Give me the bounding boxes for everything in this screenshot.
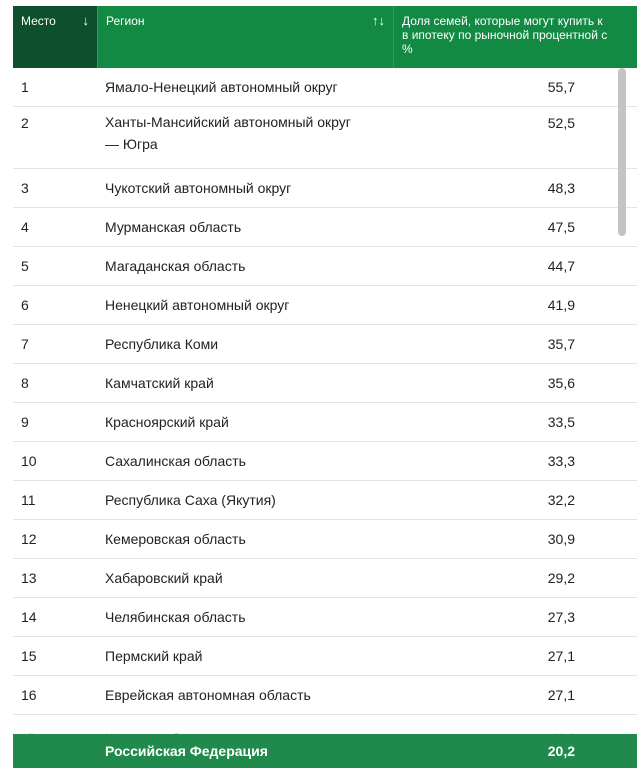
row-region: Республика Саха (Якутия) xyxy=(105,492,276,508)
row-value: 52,5 xyxy=(547,115,575,131)
header-share-line3: % xyxy=(402,42,413,56)
footer-place xyxy=(13,734,97,768)
row-region: Пермский край xyxy=(105,648,203,664)
row-value: 33,5 xyxy=(547,414,575,430)
row-place: 12 xyxy=(21,531,37,547)
scrollbar-thumb[interactable] xyxy=(618,68,626,236)
row-value: 27,1 xyxy=(547,648,575,664)
table-row xyxy=(13,481,637,520)
row-region: Чукотский автономный округ xyxy=(105,180,292,196)
table-row xyxy=(13,68,637,107)
table-row xyxy=(13,364,637,403)
row-place: 4 xyxy=(21,219,29,235)
row-value: 55,7 xyxy=(547,79,575,95)
row-region: Кемеровская область xyxy=(105,531,246,547)
table-row xyxy=(13,107,637,169)
row-place: 1 xyxy=(21,79,29,95)
table-row xyxy=(13,637,637,676)
row-place: 14 xyxy=(21,609,37,625)
table-footer-total xyxy=(13,734,637,768)
header-region[interactable] xyxy=(97,6,393,68)
row-value: 41,9 xyxy=(547,297,575,313)
table-row xyxy=(13,403,637,442)
row-value: 35,7 xyxy=(547,336,575,352)
row-place: 3 xyxy=(21,180,29,196)
row-region: Еврейская автономная область xyxy=(105,687,311,703)
row-value: 35,6 xyxy=(547,375,575,391)
row-place: 2 xyxy=(21,115,29,131)
header-place-label: Место xyxy=(21,14,56,28)
footer-region: Российская Федерация xyxy=(105,743,268,759)
row-place: 5 xyxy=(21,258,29,274)
row-region: Ненецкий автономный округ xyxy=(105,297,290,313)
row-value: 27,1 xyxy=(547,687,575,703)
row-value: 27,3 xyxy=(547,609,575,625)
scrollbar[interactable] xyxy=(618,68,626,708)
row-place: 7 xyxy=(21,336,29,352)
row-region: Камчатский край xyxy=(105,375,214,391)
sort-toggle-icon[interactable]: ↑↓ xyxy=(372,13,385,28)
row-value: 47,5 xyxy=(547,219,575,235)
row-region: Магаданская область xyxy=(105,258,246,274)
table-row xyxy=(13,598,637,637)
row-region: Сахалинская область xyxy=(105,453,246,469)
table-header xyxy=(13,6,637,68)
row-place: 16 xyxy=(21,687,37,703)
table-row xyxy=(13,286,637,325)
header-region-label: Регион xyxy=(106,14,145,28)
table-row xyxy=(13,676,637,715)
table-row xyxy=(13,247,637,286)
row-region xyxy=(97,107,393,168)
row-place: 10 xyxy=(21,453,37,469)
row-place: 8 xyxy=(21,375,29,391)
row-region: Ямало-Ненецкий автономный округ xyxy=(105,79,338,95)
table-row xyxy=(13,442,637,481)
row-value: 33,3 xyxy=(547,453,575,469)
table-row xyxy=(13,169,637,208)
footer-value: 20,2 xyxy=(547,743,575,759)
row-region-line2: — Югра xyxy=(105,136,158,152)
row-place: 6 xyxy=(21,297,29,313)
table-row xyxy=(13,520,637,559)
row-region: Челябинская область xyxy=(105,609,246,625)
row-place: 15 xyxy=(21,648,37,664)
row-region: Красноярский край xyxy=(105,414,229,430)
row-value: 32,2 xyxy=(547,492,575,508)
table-row xyxy=(13,208,637,247)
header-share-line1: Доля семей, которые могут купить к xyxy=(402,14,603,28)
sort-desc-icon[interactable]: ↓ xyxy=(82,13,89,28)
table-body xyxy=(13,68,637,745)
header-share[interactable] xyxy=(393,6,637,68)
header-place[interactable] xyxy=(13,6,97,68)
row-place: 13 xyxy=(21,570,37,586)
row-value: 30,9 xyxy=(547,531,575,547)
row-region-line1: Ханты-Мансийский автономный округ xyxy=(105,114,351,130)
row-region: Мурманская область xyxy=(105,219,242,235)
header-share-line2: в ипотеку по рыночной процентной с xyxy=(402,28,608,42)
row-region: Хабаровский край xyxy=(105,570,223,586)
table-row xyxy=(13,559,637,598)
regions-table xyxy=(13,6,637,768)
row-value: 48,3 xyxy=(547,180,575,196)
row-region: Республика Коми xyxy=(105,336,219,352)
row-place: 11 xyxy=(21,492,36,508)
row-value: 29,2 xyxy=(547,570,575,586)
row-place: 9 xyxy=(21,414,29,430)
table-row xyxy=(13,325,637,364)
row-value: 44,7 xyxy=(547,258,575,274)
